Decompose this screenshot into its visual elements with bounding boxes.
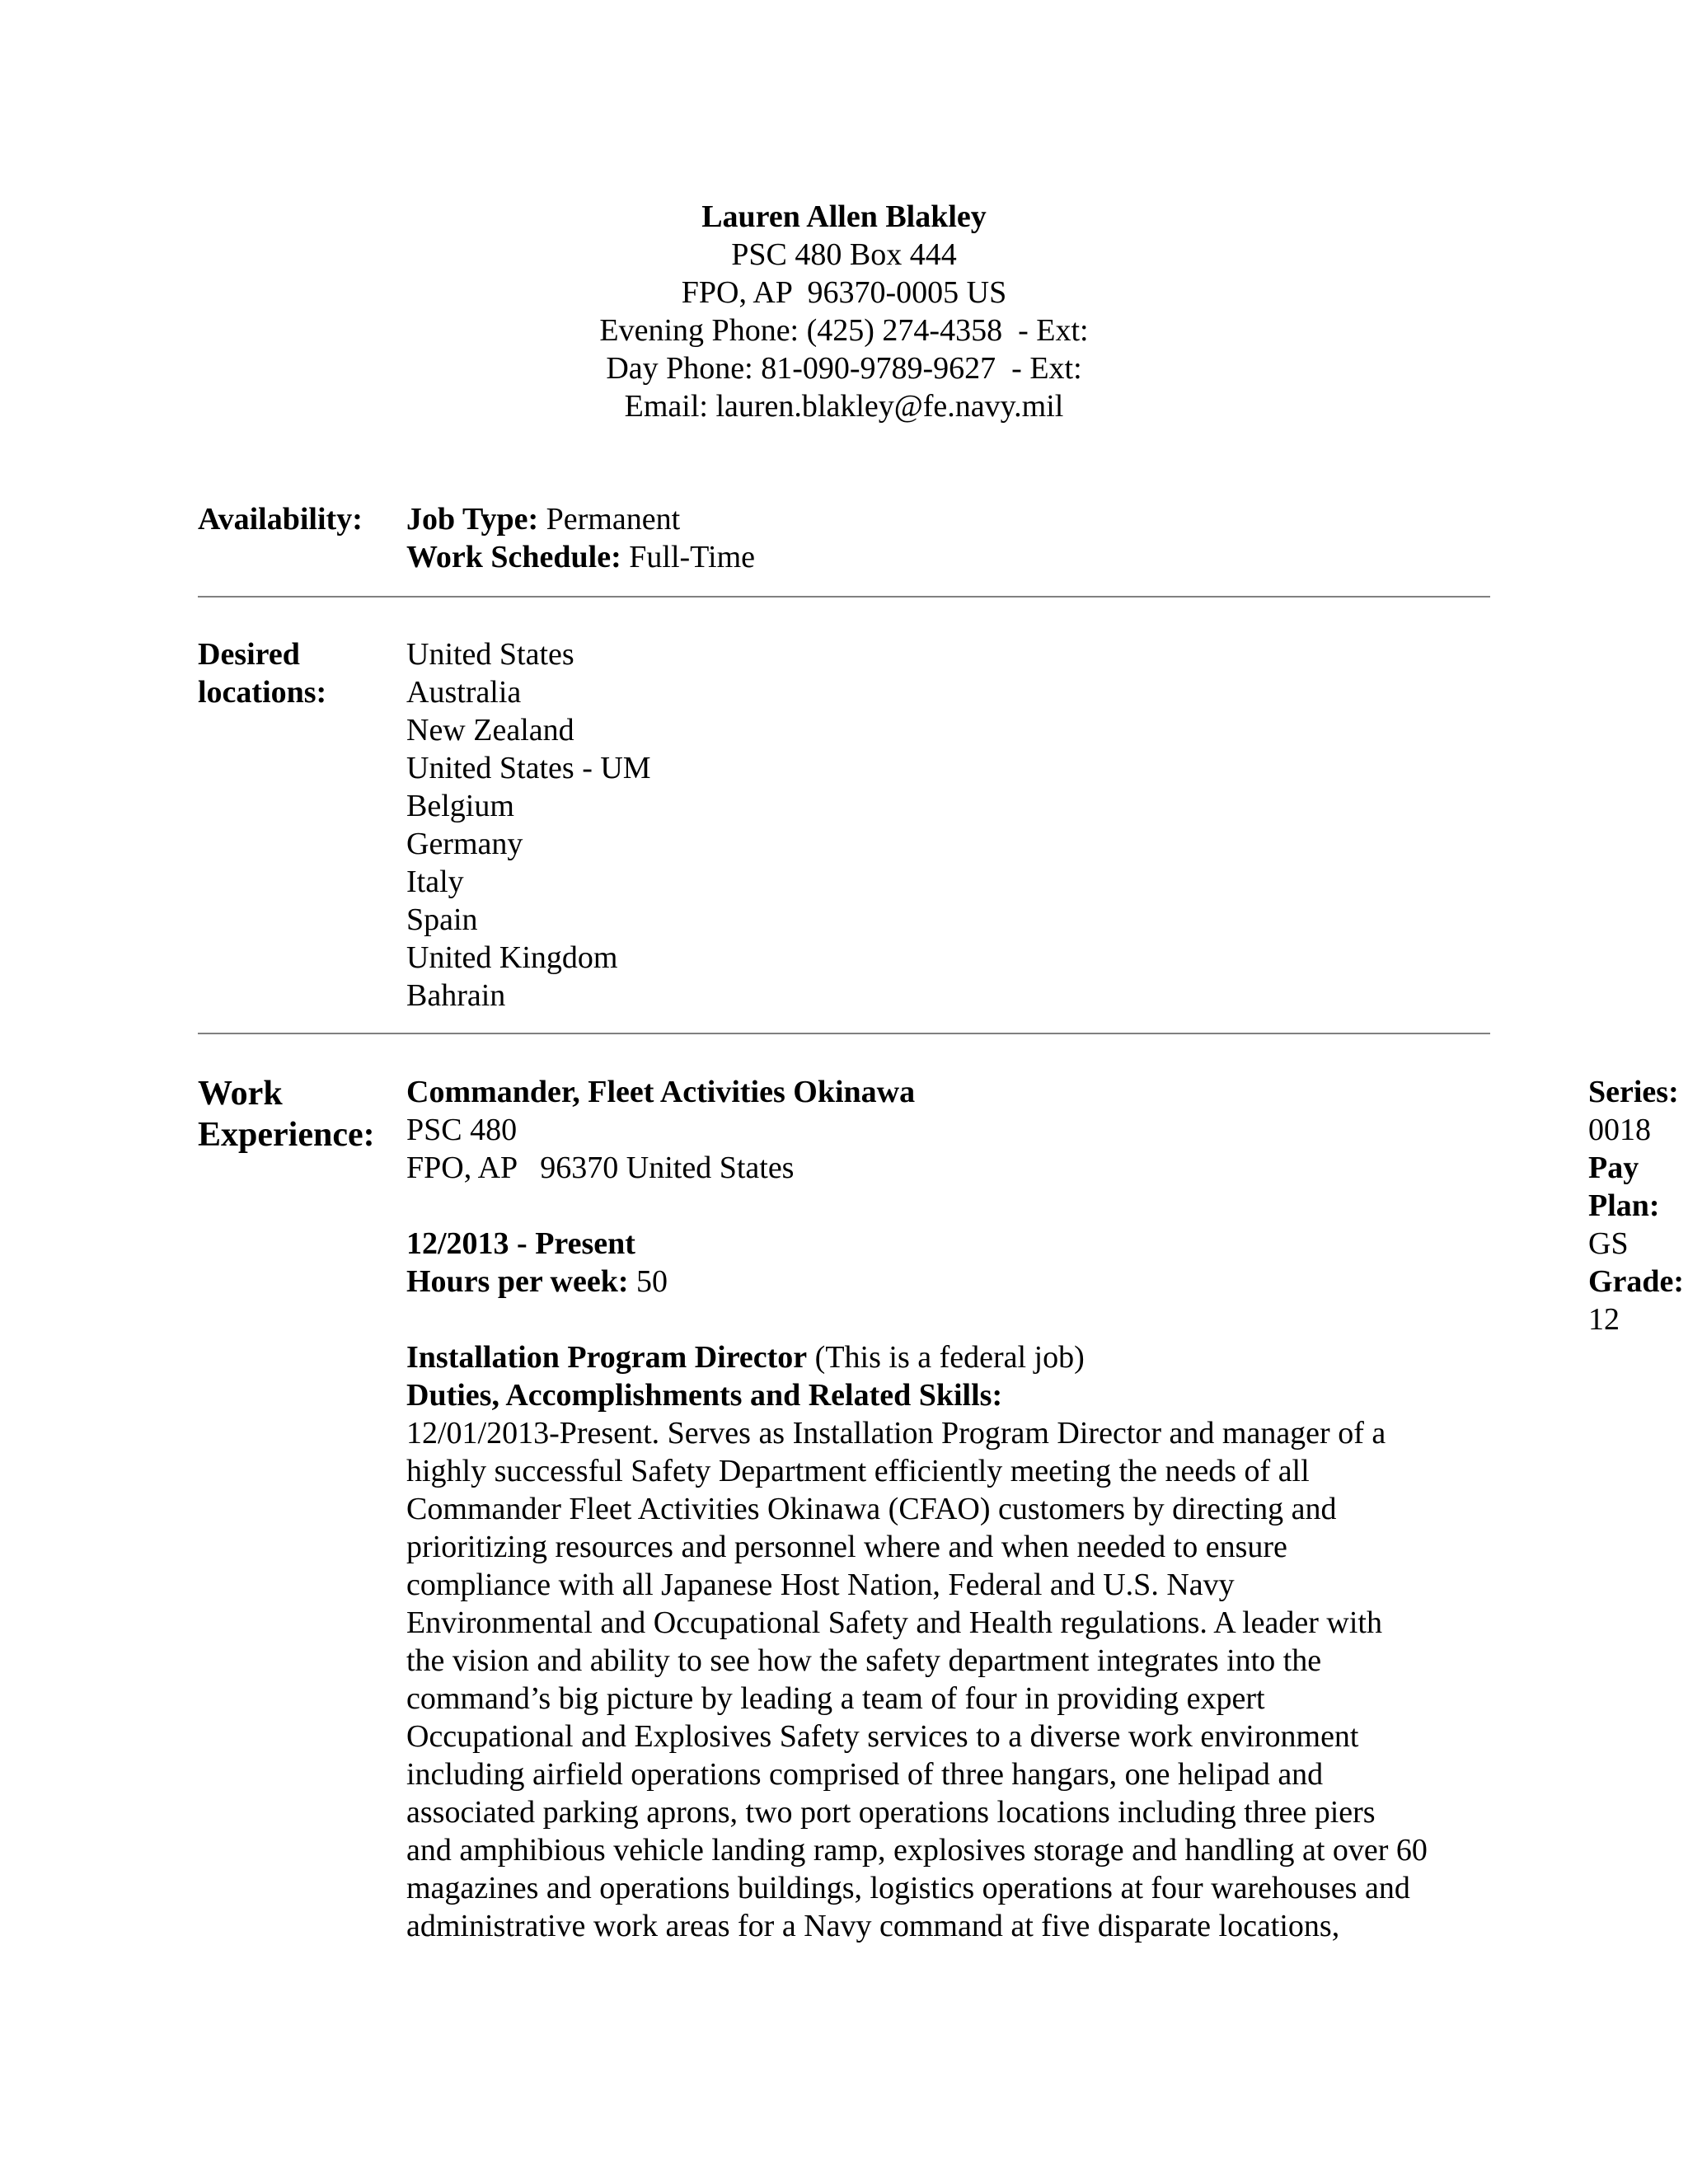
pay-info-column xyxy=(1588,1073,1688,1338)
location-item: Bahrain xyxy=(406,978,506,1013)
job-title xyxy=(406,1338,1688,1376)
location-item: Italy xyxy=(406,865,464,899)
grade-value: 12 xyxy=(1588,1302,1620,1337)
employment-dates: 12/2013 - Present xyxy=(406,1226,635,1261)
evening-phone: Evening Phone: (425) 274-4358 - Ext: xyxy=(599,313,1089,348)
email: Email: lauren.blakley@fe.navy.mil xyxy=(624,389,1064,424)
duties-line: the vision and ability to see how the safety department integrates into the xyxy=(406,1643,1322,1678)
work-schedule-label: Work Schedule: xyxy=(406,540,621,574)
day-phone: Day Phone: 81-090-9789-9627 - Ext: xyxy=(606,351,1082,386)
location-item: Australia xyxy=(406,675,522,710)
duties-line: highly successful Safety Department efficiently meeting the needs of all xyxy=(406,1454,1310,1488)
duties-text xyxy=(406,1414,1688,1945)
job-type xyxy=(406,500,755,538)
job-type-label: Job Type: xyxy=(406,502,539,537)
employer-address-1: PSC 480 xyxy=(406,1113,518,1147)
employer-name: Commander, Fleet Activities Okinawa xyxy=(406,1075,916,1109)
spacer xyxy=(406,1187,1688,1225)
location-item: Spain xyxy=(406,902,478,937)
desired-label-line-2: locations: xyxy=(198,675,327,710)
employer-address-2: FPO, AP 96370 United States xyxy=(406,1151,795,1185)
duties-line: Occupational and Explosives Safety services to a diverse work environment xyxy=(406,1719,1359,1754)
applicant-name: Lauren Allen Blakley xyxy=(701,199,987,234)
divider xyxy=(198,1033,1490,1034)
pay-plan-value: GS xyxy=(1588,1226,1629,1261)
hours-value: 50 xyxy=(628,1264,668,1299)
duties-line: magazines and operations buildings, logistics operations at four warehouses and xyxy=(406,1871,1410,1905)
pay-plan-label-1: Pay xyxy=(1588,1151,1639,1185)
location-item: Germany xyxy=(406,827,523,861)
duties-line: and amphibious vehicle landing ramp, explosives storage and handling at over 60 xyxy=(406,1833,1428,1868)
location-item: New Zealand xyxy=(406,713,574,748)
spacer xyxy=(406,1301,1688,1338)
work-schedule-value: Full-Time xyxy=(621,540,756,574)
pay-plan-label-2: Plan: xyxy=(1588,1188,1660,1223)
hours-label: Hours per week: xyxy=(406,1264,629,1299)
series-value: 0018 xyxy=(1588,1113,1651,1147)
contact-header xyxy=(0,198,1688,425)
job-type-value: Permanent xyxy=(538,502,681,537)
availability-label: Availability: xyxy=(198,502,363,537)
location-item: Belgium xyxy=(406,789,514,823)
series-label: Series: xyxy=(1588,1075,1679,1109)
duties-heading: Duties, Accomplishments and Related Skills: xyxy=(406,1378,1003,1413)
job-title-note: (This is a federal job) xyxy=(807,1340,1085,1375)
desired-locations-label xyxy=(198,635,404,711)
duties-line: command’s big picture by leading a team of four in providing expert xyxy=(406,1681,1265,1716)
work-label-line-1: Work xyxy=(198,1075,283,1113)
job-title-text: Installation Program Director xyxy=(406,1340,808,1375)
job-entry xyxy=(406,1073,1688,1945)
work-experience-label xyxy=(198,1073,404,1155)
location-item: United Kingdom xyxy=(406,940,618,975)
location-list xyxy=(406,635,651,1015)
address-line-1: PSC 480 Box 444 xyxy=(731,237,957,272)
duties-line: prioritizing resources and personnel where and when needed to ensure xyxy=(406,1530,1287,1564)
work-schedule xyxy=(406,538,755,576)
duties-line: including airfield operations comprised of three hangars, one helipad and xyxy=(406,1757,1324,1792)
duties-line: administrative work areas for a Navy command at five disparate locations, xyxy=(406,1909,1340,1943)
work-label-line-2: Experience: xyxy=(198,1116,375,1154)
address-line-2: FPO, AP 96370-0005 US xyxy=(681,275,1007,310)
hours-per-week xyxy=(406,1263,1688,1301)
desired-label-line-1: Desired xyxy=(198,637,300,672)
duties-line: compliance with all Japanese Host Nation, Federal and U.S. Navy xyxy=(406,1568,1235,1602)
availability-content xyxy=(406,500,755,576)
grade-label: Grade: xyxy=(1588,1264,1685,1299)
location-item: United States - UM xyxy=(406,751,651,785)
duties-line: Environmental and Occupational Safety and Health regulations. A leader with xyxy=(406,1605,1382,1640)
duties-line: 12/01/2013-Present. Serves as Installation Program Director and manager of a xyxy=(406,1416,1386,1451)
duties-line: associated parking aprons, two port operations locations including three piers xyxy=(406,1795,1376,1830)
location-item: United States xyxy=(406,637,574,672)
duties-line: Commander Fleet Activities Okinawa (CFAO) customers by directing and xyxy=(406,1492,1337,1526)
divider xyxy=(198,596,1490,598)
